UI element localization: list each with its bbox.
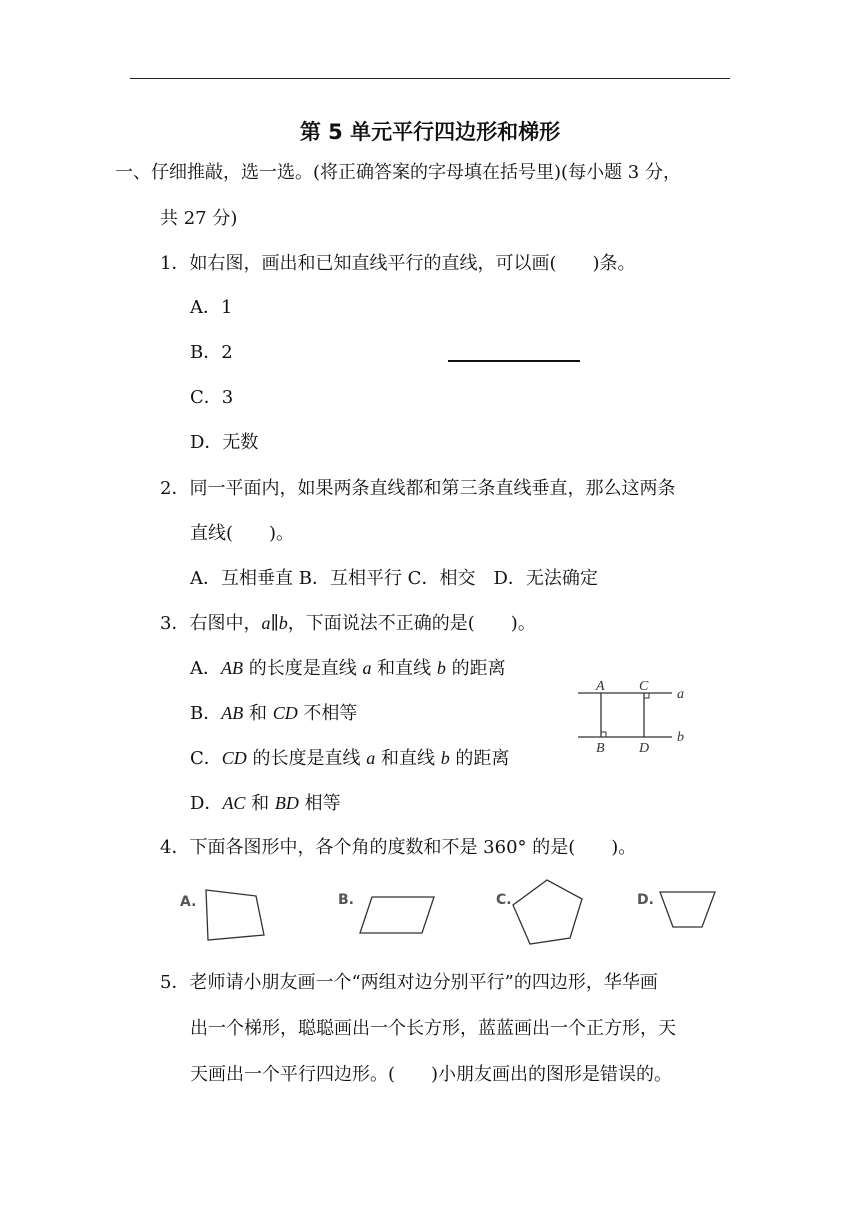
q4-stem: 4．下面各图形中，各个角的度数和不是 360° 的是( )。 — [160, 837, 637, 858]
section-heading-line1: 一、仔细推敲，选一选。(将正确答案的字母填在括号里)(每小题 3 分， — [115, 162, 681, 183]
q5-line2: 出一个梯形，聪聪画出一个长方形，蓝蓝画出一个正方形，天 — [190, 1018, 676, 1039]
q3-stem-a: 3．右图中， — [160, 613, 262, 634]
q2-stem-line1: 2．同一平面内，如果两条直线都和第三条直线垂直，那么这两条 — [160, 478, 676, 499]
label-b: b — [677, 730, 684, 745]
top-rule — [130, 78, 730, 79]
q3-option-a: A．AB 的长度是直线 a 和直线 b 的距离 — [190, 658, 506, 679]
q3-stem-relation: a∥b — [261, 613, 288, 633]
shape-label-c: C. — [496, 892, 512, 908]
q3-option-b: B．AB 和 CD 不相等 — [190, 703, 358, 724]
label-B: B — [596, 741, 605, 756]
q1-option-b: B．2 — [190, 342, 233, 363]
q2-options: A．互相垂直 B．互相平行 C．相交 D．无法确定 — [190, 568, 598, 589]
section-heading-line2: 共 27 分) — [160, 208, 238, 229]
q4-shapes-figure — [170, 872, 730, 952]
shape-c-pentagon — [513, 880, 582, 944]
q3-parallel-lines-figure — [570, 674, 700, 760]
label-C: C — [639, 679, 649, 694]
shape-a-quadrilateral — [206, 890, 264, 940]
shape-label-b: B. — [338, 892, 354, 908]
q1-option-d: D．无数 — [190, 432, 259, 453]
shape-b-parallelogram — [360, 897, 434, 933]
q1-given-line-figure — [440, 355, 590, 367]
label-A: A — [596, 679, 605, 694]
shape-d-trapezoid — [660, 892, 715, 927]
q3-option-c: C．CD 的长度是直线 a 和直线 b 的距离 — [190, 748, 510, 769]
q3-stem-b: ，下面说法不正确的是( )。 — [287, 613, 536, 634]
q3-stem — [160, 614, 536, 633]
label-D: D — [639, 741, 650, 756]
q1-option-c: C．3 — [190, 387, 234, 408]
q1-option-a: A．1 — [190, 297, 233, 318]
q5-line3: 天画出一个平行四边形。( )小朋友画出的图形是错误的。 — [190, 1064, 673, 1085]
shape-label-d: D. — [637, 892, 654, 908]
right-angle-mark-b — [601, 732, 606, 737]
q1-stem: 1．如右图，画出和已知直线平行的直线，可以画( )条。 — [160, 253, 636, 274]
page-title: 第 5 单元平行四边形和梯形 — [299, 120, 561, 144]
q5-line1: 5．老师请小朋友画一个“两组对边分别平行”的四边形，华华画 — [160, 972, 658, 993]
q3-option-d: D．AC 和 BD 相等 — [190, 793, 341, 814]
label-a: a — [677, 687, 684, 702]
shape-label-a: A. — [180, 894, 197, 910]
q2-stem-line2: 直线( )。 — [190, 523, 295, 544]
